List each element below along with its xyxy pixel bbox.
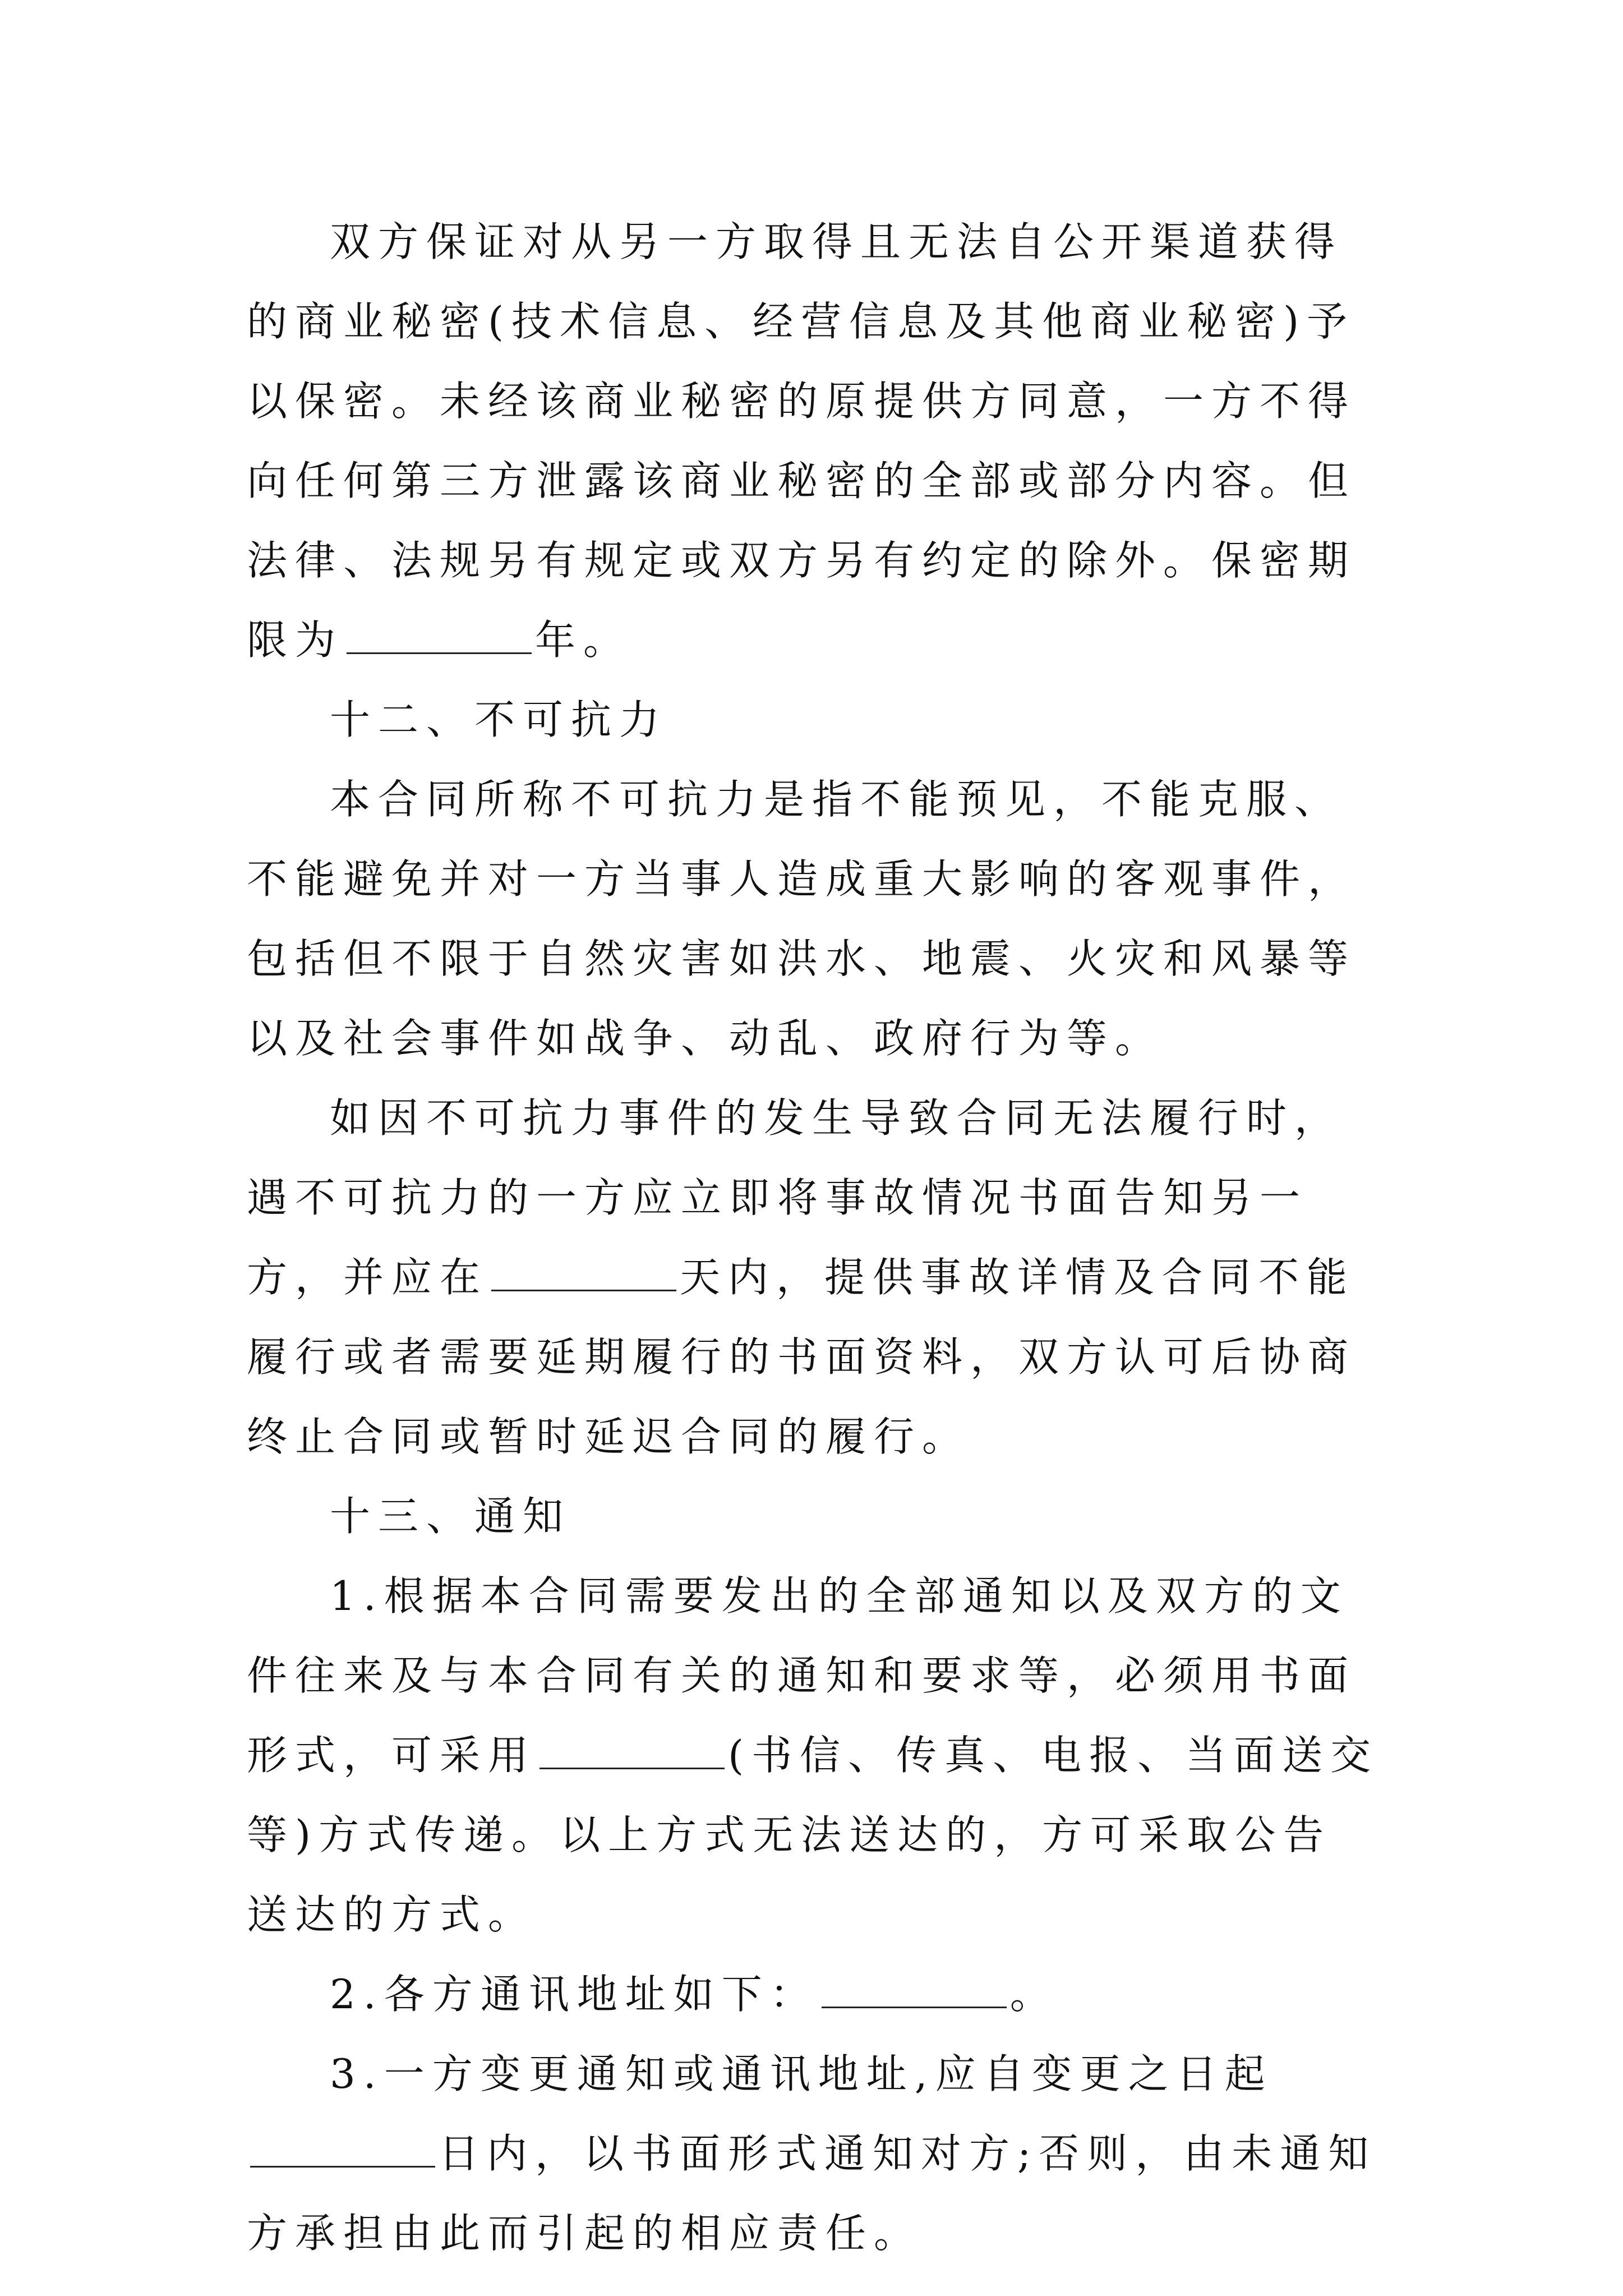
force-majeure-notice-text-end: 天内，提供事故详情及合同不能履行或者需要延期履行的书面资料，双方认可后协商终止合同或暂时延迟合同的履行。: [247, 1254, 1357, 1460]
confidentiality-paragraph: [247, 202, 1380, 680]
notice-address-text: 2.各方通讯地址如下：: [330, 1971, 818, 2018]
confidentiality-text: 双方保证对从另一方取得且无法自公开渠道获得的商业秘密(技术信息、经营信息及其他商业秘密)予以保密。未经该商业秘密的原提供方同意，一方不得向任何第三方泄露该商业秘密的全部或部分内容。但法律、法规另有规定或双方另有约定的除外。保密期限为: [247, 218, 1357, 664]
force-majeure-notice-paragraph: [247, 1078, 1380, 1476]
notice-method-paragraph: [247, 1556, 1380, 1954]
confidentiality-period-blank: [347, 613, 532, 654]
confidentiality-text-end: 年。: [535, 616, 632, 664]
notice-address-blank: [822, 1967, 1007, 2008]
notice-address-text-end: 。: [1009, 1971, 1058, 2018]
notice-address-paragraph: [247, 1954, 1380, 2034]
address-change-days-blank: [250, 2127, 435, 2168]
force-majeure-notice-text: 如因不可抗力事件的发生导致合同无法履行时，遇不可抗力的一方应立即将事故情况书面告知另一方，并应在: [247, 1094, 1343, 1301]
notice-method-text-end: (书信、传真、电报、当面送交等)方式传递。以上方式无法送达的，方可采取公告送达的方式。: [247, 1732, 1379, 1938]
document-body: [247, 202, 1380, 2273]
notice-method-blank: [540, 1728, 725, 1769]
notice-method-text: 1.根据本合同需要发出的全部通知以及双方的文件往来及与本合同有关的通知和要求等，必须用书面形式，可采用: [247, 1572, 1357, 1779]
section-heading-notice: 十三、通知: [330, 1493, 571, 1540]
address-change-paragraph: [247, 2034, 1380, 2273]
force-majeure-days-blank: [491, 1250, 676, 1291]
address-change-text-end: 日内，以书面形式通知对方;否则，由未通知方承担由此而引起的相应责任。: [247, 2130, 1377, 2257]
section-heading-force-majeure: 十二、不可抗力: [330, 696, 668, 743]
address-change-text: 3.一方变更通知或通讯地址,应自变更之日起: [330, 2050, 1273, 2097]
force-majeure-definition-paragraph: 本合同所称不可抗力是指不能预见，不能克服、不能避免并对一方当事人造成重大影响的客观事件，包括但不限于自然灾害如洪水、地震、火灾和风暴等以及社会事件如战争、动乱、政府行为等。: [247, 776, 1357, 1062]
